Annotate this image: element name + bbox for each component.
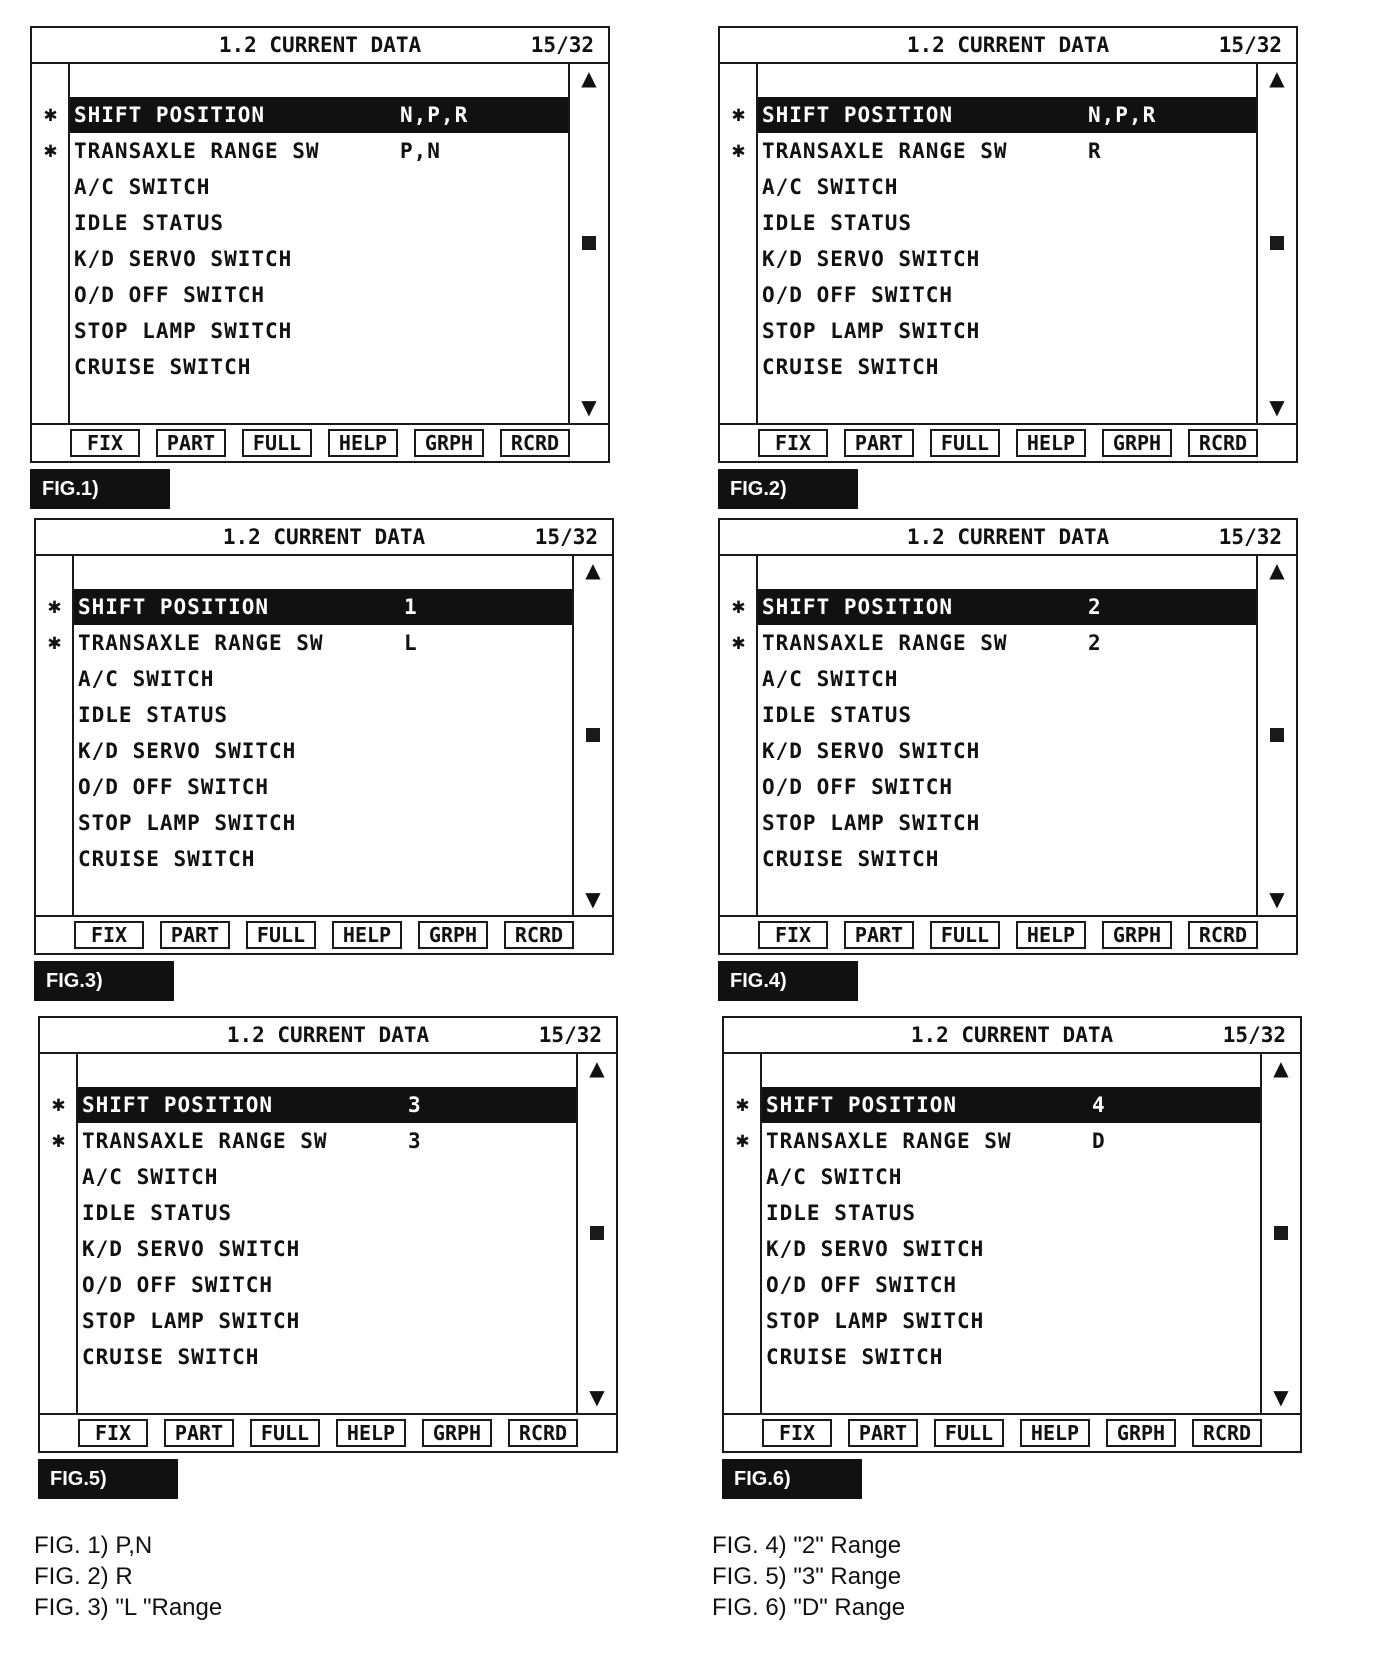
data-row[interactable] (70, 349, 568, 385)
data-row[interactable] (74, 769, 572, 805)
row-label: STOP LAMP SWITCH (82, 1309, 301, 1333)
shift-position-value: N,P,R (400, 103, 469, 127)
data-list (51, 1087, 576, 1375)
data-row[interactable] (758, 241, 1256, 277)
selected-marker-icon: ✱ (731, 102, 747, 127)
rcrd-button[interactable]: RCRD (1188, 921, 1258, 949)
row-label: A/C SWITCH (74, 175, 211, 199)
data-row[interactable] (758, 169, 1256, 205)
row-label: SHIFT POSITION (82, 1093, 274, 1117)
grph-button[interactable]: GRPH (414, 429, 484, 457)
row-label: O/D OFF SWITCH (74, 283, 266, 307)
rcrd-button[interactable]: RCRD (1188, 429, 1258, 457)
scroll-thumb[interactable] (1274, 1226, 1288, 1240)
row-label: O/D OFF SWITCH (78, 775, 270, 799)
page-indicator: 15/32 (530, 33, 594, 57)
data-row[interactable] (731, 589, 1256, 625)
scroll-down-icon[interactable]: ▼ (1269, 395, 1285, 419)
page-indicator: 15/32 (534, 525, 598, 549)
row-label: TRANSAXLE RANGE SW (766, 1129, 1012, 1153)
row-label: A/C SWITCH (78, 667, 215, 691)
row-label: STOP LAMP SWITCH (762, 811, 981, 835)
selected-marker-icon: ✱ (51, 1092, 67, 1117)
data-row[interactable] (51, 1087, 576, 1123)
data-row[interactable] (731, 133, 1256, 169)
legend-right (712, 1530, 905, 1623)
selected-marker-icon: ✱ (731, 630, 747, 655)
screen-title: 1.2 CURRENT DATA (906, 525, 1110, 549)
row-label: O/D OFF SWITCH (766, 1273, 958, 1297)
data-row[interactable] (762, 1231, 1260, 1267)
rcrd-button[interactable]: RCRD (508, 1419, 578, 1447)
rcrd-button[interactable]: RCRD (1192, 1419, 1262, 1447)
full-button[interactable]: FULL (250, 1419, 320, 1447)
function-key-bar (36, 915, 612, 953)
data-row[interactable] (74, 661, 572, 697)
data-row[interactable] (731, 625, 1256, 661)
row-label: K/D SERVO SWITCH (74, 247, 293, 271)
page-indicator: 15/32 (1218, 525, 1282, 549)
data-row[interactable] (70, 205, 568, 241)
scroll-thumb[interactable] (1270, 236, 1284, 250)
grph-button[interactable]: GRPH (418, 921, 488, 949)
data-row[interactable] (762, 1303, 1260, 1339)
data-row[interactable] (74, 841, 572, 877)
figure-5 (38, 1016, 618, 1499)
full-button[interactable]: FULL (934, 1419, 1004, 1447)
selected-marker-icon: ✱ (43, 138, 59, 163)
row-label: O/D OFF SWITCH (82, 1273, 274, 1297)
help-button[interactable]: HELP (332, 921, 402, 949)
figure-3 (34, 518, 614, 1001)
data-row[interactable] (758, 697, 1256, 733)
data-row[interactable] (78, 1303, 576, 1339)
row-label: SHIFT POSITION (78, 595, 270, 619)
scrollbar[interactable] (568, 62, 608, 423)
scroll-down-icon[interactable]: ▼ (589, 1385, 605, 1409)
row-label: K/D SERVO SWITCH (766, 1237, 985, 1261)
data-row[interactable] (78, 1195, 576, 1231)
shift-position-value: 4 (1092, 1093, 1106, 1117)
data-row[interactable] (762, 1339, 1260, 1375)
scrollbar[interactable] (1260, 1052, 1300, 1413)
row-label: IDLE STATUS (762, 703, 913, 727)
data-row[interactable] (758, 313, 1256, 349)
data-row[interactable] (758, 805, 1256, 841)
legend-line: FIG. 5) "3" Range (712, 1563, 902, 1590)
transaxle-range-value: D (1092, 1129, 1106, 1153)
data-row[interactable] (758, 769, 1256, 805)
row-label: IDLE STATUS (74, 211, 225, 235)
data-row[interactable] (78, 1231, 576, 1267)
fix-button[interactable]: FIX (74, 921, 144, 949)
data-row[interactable] (735, 1087, 1260, 1123)
scan-tool-screen (722, 1016, 1302, 1453)
figure-2 (718, 26, 1298, 509)
row-label: O/D OFF SWITCH (762, 775, 954, 799)
rcrd-button[interactable]: RCRD (504, 921, 574, 949)
fix-button[interactable]: FIX (762, 1419, 832, 1447)
title-bar (720, 520, 1296, 556)
screen-title: 1.2 CURRENT DATA (218, 33, 422, 57)
full-button[interactable]: FULL (242, 429, 312, 457)
row-label: SHIFT POSITION (766, 1093, 958, 1117)
grph-button[interactable]: GRPH (422, 1419, 492, 1447)
scroll-thumb[interactable] (586, 728, 600, 742)
data-row[interactable] (74, 697, 572, 733)
grph-button[interactable]: GRPH (1106, 1419, 1176, 1447)
function-key-bar (720, 915, 1296, 953)
data-list (731, 97, 1256, 385)
row-label: TRANSAXLE RANGE SW (762, 139, 1008, 163)
help-button[interactable]: HELP (1016, 429, 1086, 457)
scan-tool-screen (30, 26, 610, 463)
row-label: IDLE STATUS (766, 1201, 917, 1225)
figure-tag: FIG.1) (30, 469, 170, 509)
data-row[interactable] (74, 805, 572, 841)
transaxle-range-value: R (1088, 139, 1102, 163)
page-indicator: 15/32 (1222, 1023, 1286, 1047)
transaxle-range-value: L (404, 631, 418, 655)
full-button[interactable]: FULL (246, 921, 316, 949)
scroll-down-icon[interactable]: ▼ (585, 887, 601, 911)
shift-position-value: 2 (1088, 595, 1102, 619)
scroll-up-icon[interactable]: ▲ (1269, 66, 1285, 90)
legend-line: FIG. 3) "L "Range (34, 1594, 223, 1621)
row-label: SHIFT POSITION (762, 103, 954, 127)
title-bar (32, 28, 608, 64)
data-row[interactable] (758, 841, 1256, 877)
row-label: CRUISE SWITCH (78, 847, 256, 871)
grph-button[interactable]: GRPH (1102, 921, 1172, 949)
part-button[interactable]: PART (164, 1419, 234, 1447)
data-row[interactable] (758, 277, 1256, 313)
data-row[interactable] (758, 205, 1256, 241)
data-list (731, 589, 1256, 877)
row-label: TRANSAXLE RANGE SW (74, 139, 320, 163)
selected-marker-icon: ✱ (47, 594, 63, 619)
selected-marker-icon: ✱ (731, 594, 747, 619)
scroll-down-icon[interactable]: ▼ (581, 395, 597, 419)
function-key-bar (720, 423, 1296, 461)
row-label: K/D SERVO SWITCH (82, 1237, 301, 1261)
function-key-bar (32, 423, 608, 461)
data-row[interactable] (762, 1267, 1260, 1303)
data-row[interactable] (70, 169, 568, 205)
row-label: STOP LAMP SWITCH (766, 1309, 985, 1333)
data-row[interactable] (51, 1123, 576, 1159)
scan-tool-screen (34, 518, 614, 955)
data-row[interactable] (43, 133, 568, 169)
scroll-up-icon[interactable]: ▲ (1273, 1056, 1289, 1080)
data-row[interactable] (762, 1195, 1260, 1231)
shift-position-value: 3 (408, 1093, 422, 1117)
row-label: K/D SERVO SWITCH (762, 739, 981, 763)
selected-marker-icon: ✱ (43, 102, 59, 127)
row-label: IDLE STATUS (78, 703, 229, 727)
screen-title: 1.2 CURRENT DATA (910, 1023, 1114, 1047)
figure-4 (718, 518, 1298, 1001)
help-button[interactable]: HELP (1016, 921, 1086, 949)
full-button[interactable]: FULL (930, 921, 1000, 949)
screen-title: 1.2 CURRENT DATA (906, 33, 1110, 57)
legend-line: FIG. 2) R (34, 1563, 133, 1590)
data-row[interactable] (78, 1267, 576, 1303)
row-label: STOP LAMP SWITCH (78, 811, 297, 835)
row-label: A/C SWITCH (82, 1165, 219, 1189)
legend-line: FIG. 1) P,N (34, 1532, 153, 1559)
scrollbar[interactable] (1256, 62, 1296, 423)
legend-line: FIG. 6) "D" Range (712, 1594, 906, 1621)
selected-marker-icon: ✱ (735, 1092, 751, 1117)
scan-tool-screen (718, 518, 1298, 955)
part-button[interactable]: PART (160, 921, 230, 949)
selected-marker-icon: ✱ (47, 630, 63, 655)
row-label: O/D OFF SWITCH (762, 283, 954, 307)
data-row[interactable] (43, 97, 568, 133)
screen-title: 1.2 CURRENT DATA (226, 1023, 430, 1047)
function-key-bar (724, 1413, 1300, 1451)
screen-title: 1.2 CURRENT DATA (222, 525, 426, 549)
figure-6 (722, 1016, 1302, 1499)
scan-tool-screen (38, 1016, 618, 1453)
data-list (735, 1087, 1260, 1375)
transaxle-range-value: P,N (400, 139, 441, 163)
data-row[interactable] (731, 97, 1256, 133)
shift-position-value: 1 (404, 595, 418, 619)
row-label: A/C SWITCH (766, 1165, 903, 1189)
data-row[interactable] (762, 1159, 1260, 1195)
data-row[interactable] (78, 1159, 576, 1195)
scrollbar[interactable] (1256, 554, 1296, 915)
figure-tag: FIG.6) (722, 1459, 862, 1499)
data-list (43, 97, 568, 385)
fix-button[interactable]: FIX (70, 429, 140, 457)
legend-line: FIG. 4) "2" Range (712, 1532, 902, 1559)
data-row[interactable] (47, 589, 572, 625)
scroll-down-icon[interactable]: ▼ (1273, 1385, 1289, 1409)
part-button[interactable]: PART (848, 1419, 918, 1447)
page-indicator: 15/32 (1218, 33, 1282, 57)
scroll-thumb[interactable] (582, 236, 596, 250)
scroll-up-icon[interactable]: ▲ (581, 66, 597, 90)
data-row[interactable] (70, 277, 568, 313)
title-bar (40, 1018, 616, 1054)
data-row[interactable] (758, 661, 1256, 697)
row-label: CRUISE SWITCH (762, 847, 940, 871)
figure-tag: FIG.2) (718, 469, 858, 509)
data-row[interactable] (758, 349, 1256, 385)
row-label: TRANSAXLE RANGE SW (82, 1129, 328, 1153)
help-button[interactable]: HELP (328, 429, 398, 457)
row-label: STOP LAMP SWITCH (762, 319, 981, 343)
full-button[interactable]: FULL (930, 429, 1000, 457)
row-label: TRANSAXLE RANGE SW (762, 631, 1008, 655)
part-button[interactable]: PART (156, 429, 226, 457)
fix-button[interactable]: FIX (78, 1419, 148, 1447)
data-row[interactable] (70, 313, 568, 349)
page-indicator: 15/32 (538, 1023, 602, 1047)
row-label: CRUISE SWITCH (74, 355, 252, 379)
function-key-bar (40, 1413, 616, 1451)
row-label: A/C SWITCH (762, 175, 899, 199)
part-button[interactable]: PART (844, 921, 914, 949)
figure-1 (30, 26, 610, 509)
scroll-down-icon[interactable]: ▼ (1269, 887, 1285, 911)
row-label: SHIFT POSITION (762, 595, 954, 619)
title-bar (720, 28, 1296, 64)
data-row[interactable] (735, 1123, 1260, 1159)
data-list (47, 589, 572, 877)
row-label: CRUISE SWITCH (766, 1345, 944, 1369)
part-button[interactable]: PART (844, 429, 914, 457)
legend-left (34, 1530, 222, 1623)
selected-marker-icon: ✱ (735, 1128, 751, 1153)
row-label: K/D SERVO SWITCH (78, 739, 297, 763)
scroll-thumb[interactable] (1270, 728, 1284, 742)
row-label: STOP LAMP SWITCH (74, 319, 293, 343)
shift-position-value: N,P,R (1088, 103, 1157, 127)
row-label: CRUISE SWITCH (82, 1345, 260, 1369)
row-label: IDLE STATUS (762, 211, 913, 235)
data-row[interactable] (74, 733, 572, 769)
row-label: SHIFT POSITION (74, 103, 266, 127)
row-label: CRUISE SWITCH (762, 355, 940, 379)
help-button[interactable]: HELP (336, 1419, 406, 1447)
row-label: A/C SWITCH (762, 667, 899, 691)
grph-button[interactable]: GRPH (1102, 429, 1172, 457)
row-label: K/D SERVO SWITCH (762, 247, 981, 271)
scroll-up-icon[interactable]: ▲ (585, 558, 601, 582)
figure-tag: FIG.3) (34, 961, 174, 1001)
data-row[interactable] (78, 1339, 576, 1375)
row-label: TRANSAXLE RANGE SW (78, 631, 324, 655)
data-row[interactable] (47, 625, 572, 661)
title-bar (36, 520, 612, 556)
scrollbar[interactable] (572, 554, 612, 915)
data-row[interactable] (70, 241, 568, 277)
transaxle-range-value: 2 (1088, 631, 1102, 655)
scan-tool-screen (718, 26, 1298, 463)
scroll-up-icon[interactable]: ▲ (589, 1056, 605, 1080)
title-bar (724, 1018, 1300, 1054)
figure-tag: FIG.4) (718, 961, 858, 1001)
rcrd-button[interactable]: RCRD (500, 429, 570, 457)
help-button[interactable]: HELP (1020, 1419, 1090, 1447)
row-label: IDLE STATUS (82, 1201, 233, 1225)
transaxle-range-value: 3 (408, 1129, 422, 1153)
selected-marker-icon: ✱ (51, 1128, 67, 1153)
fix-button[interactable]: FIX (758, 429, 828, 457)
scroll-up-icon[interactable]: ▲ (1269, 558, 1285, 582)
scrollbar[interactable] (576, 1052, 616, 1413)
figure-tag: FIG.5) (38, 1459, 178, 1499)
data-row[interactable] (758, 733, 1256, 769)
selected-marker-icon: ✱ (731, 138, 747, 163)
scroll-thumb[interactable] (590, 1226, 604, 1240)
fix-button[interactable]: FIX (758, 921, 828, 949)
